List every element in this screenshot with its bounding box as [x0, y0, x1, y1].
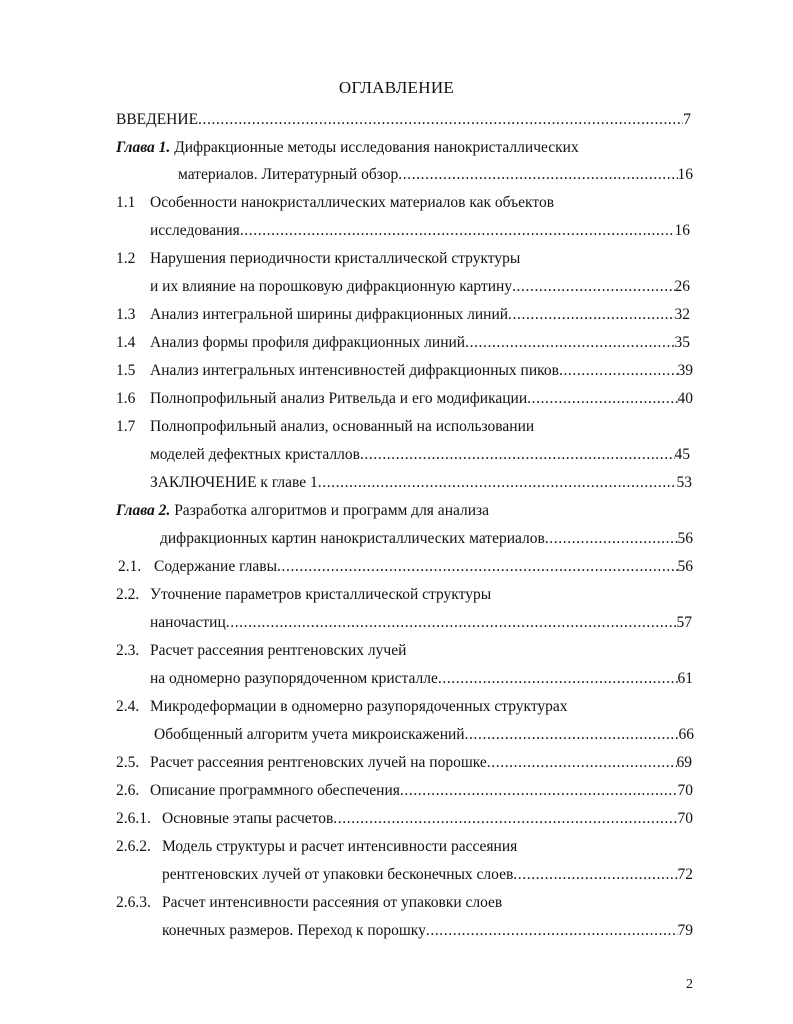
toc-entry: рентгеновских лучей от упаковки бесконечных слоев ..... 72	[162, 863, 693, 887]
toc-entry: 1.3 Анализ интегральной ширины дифракционных линий ..... 32	[116, 303, 690, 327]
toc-entry: ЗАКЛЮЧЕНИЕ к главе 1 ..... 53	[150, 471, 692, 495]
toc-entry: конечных размеров. Переход к порошку ..... 79	[162, 919, 693, 943]
toc-entry: и их влияние на порошковую дифракционную картину ..... 26	[150, 275, 690, 299]
toc-entry: ВВЕДЕНИЕ ..... 7	[116, 108, 691, 132]
toc-entry-heading: 2.3. Расчет рассеяния рентгеновских лучей	[116, 642, 407, 659]
toc-entry-heading: 2.6.3. Расчет интенсивности рассеяния от упаковки слоев	[116, 894, 503, 911]
toc-entry-heading: 1.7 Полнопрофильный анализ, основанный на использовании	[116, 418, 535, 435]
toc-entry: 1.4 Анализ формы профиля дифракционных линий ..... 35	[116, 331, 690, 355]
toc-entry: Обобщенный алгоритм учета микроискажений ..... 66	[154, 723, 694, 747]
toc-entry: на одномерно разупорядоченном кристалле ..... 61	[150, 667, 693, 691]
toc-entry: 1.5 Анализ интегральных интенсивностей дифракционных пиков ..... 39	[116, 359, 693, 383]
page-number: 2	[686, 977, 693, 992]
toc-entry-heading: 1.1 Особенности нанокристаллических материалов как объектов	[116, 194, 555, 211]
chapter-heading: Глава 1. Дифракционные методы исследования нанокристаллических	[116, 139, 579, 156]
toc-entry: наночастиц ..... 57	[150, 611, 692, 635]
toc-entry-heading: 2.4. Микродеформации в одномерно разупорядоченных структурах	[116, 698, 568, 715]
toc-entry-heading: 2.2. Уточнение параметров кристаллической структуры	[116, 586, 492, 603]
toc-entry-heading: 1.2 Нарушения периодичности кристаллической структуры	[116, 250, 521, 267]
toc-entry: 2.6. Описание программного обеспечения ..... 70	[116, 779, 693, 803]
toc-title: ОГЛАВЛЕНИЕ	[338, 78, 455, 97]
chapter-heading: Глава 2. Разработка алгоритмов и программ для анализа	[116, 502, 490, 519]
toc-entry-heading: 2.6.2. Модель структуры и расчет интенсивности рассеяния	[116, 838, 518, 855]
toc-entry: исследования ..... 16	[150, 219, 690, 243]
toc-entry: 2.1. Содержание главы ..... 56	[118, 555, 693, 579]
toc-entry: материалов. Литературный обзор ..... 16	[178, 163, 693, 187]
toc-entry: дифракционных картин нанокристаллических материалов ..... 56	[160, 527, 693, 551]
toc-entry: 1.6 Полнопрофильный анализ Ритвельда и его модификации ..... 40	[116, 387, 693, 411]
toc-entry: 2.5. Расчет рассеяния рентгеновских лучей на порошке ..... 69	[116, 751, 692, 775]
toc-entry: моделей дефектных кристаллов ..... 45	[150, 443, 690, 467]
toc-entry: 2.6.1. Основные этапы расчетов ..... 70	[116, 807, 693, 831]
